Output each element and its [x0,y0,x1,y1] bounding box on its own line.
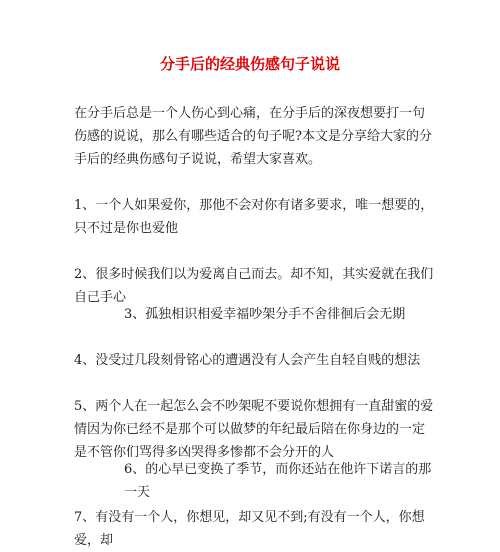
list-item-6: 6、的心早已变换了季节，而你还站在他许下诺言的那一天 [124,462,432,500]
list-item-5: 5、两个人在一起怎么会不吵架呢不要说你想拥有一直甜蜜的爱情因为你已经不是那个可以做梦的年纪最后陪在你身边的一定是不管你们骂得多凶哭得多惨都不会分开的人 [74,399,434,460]
list-item-2: 2、很多时候我们以为爱离自己而去。却不知，其实爱就在我们自己手心 [74,267,434,305]
page-title: 分手后的经典伤感句子说说 [159,55,340,73]
intro-paragraph: 在分手后总是一个人伤心到心痛，在分手后的深夜想要打一句伤感的说说，那么有哪些适合的句子呢?本文是分享给大家的分手后的经典伤感句子说说，希望大家喜欢。 [74,106,432,167]
list-item-1: 1、一个人如果爱你，那他不会对你有诸多要求，唯一想要的，只不过是你也爱他 [74,198,434,236]
list-item-4: 4、没受过几段刻骨铭心的遭遇没有人会产生自轻自贱的想法 [74,353,421,368]
list-item-3: 3、孤独相识相爱幸福吵架分手不舍徘徊后会无期 [124,307,406,322]
list-item-7: 7、有没有一个人，你想见，却又见不到;有没有一个人，你想爱，却 [74,510,425,548]
